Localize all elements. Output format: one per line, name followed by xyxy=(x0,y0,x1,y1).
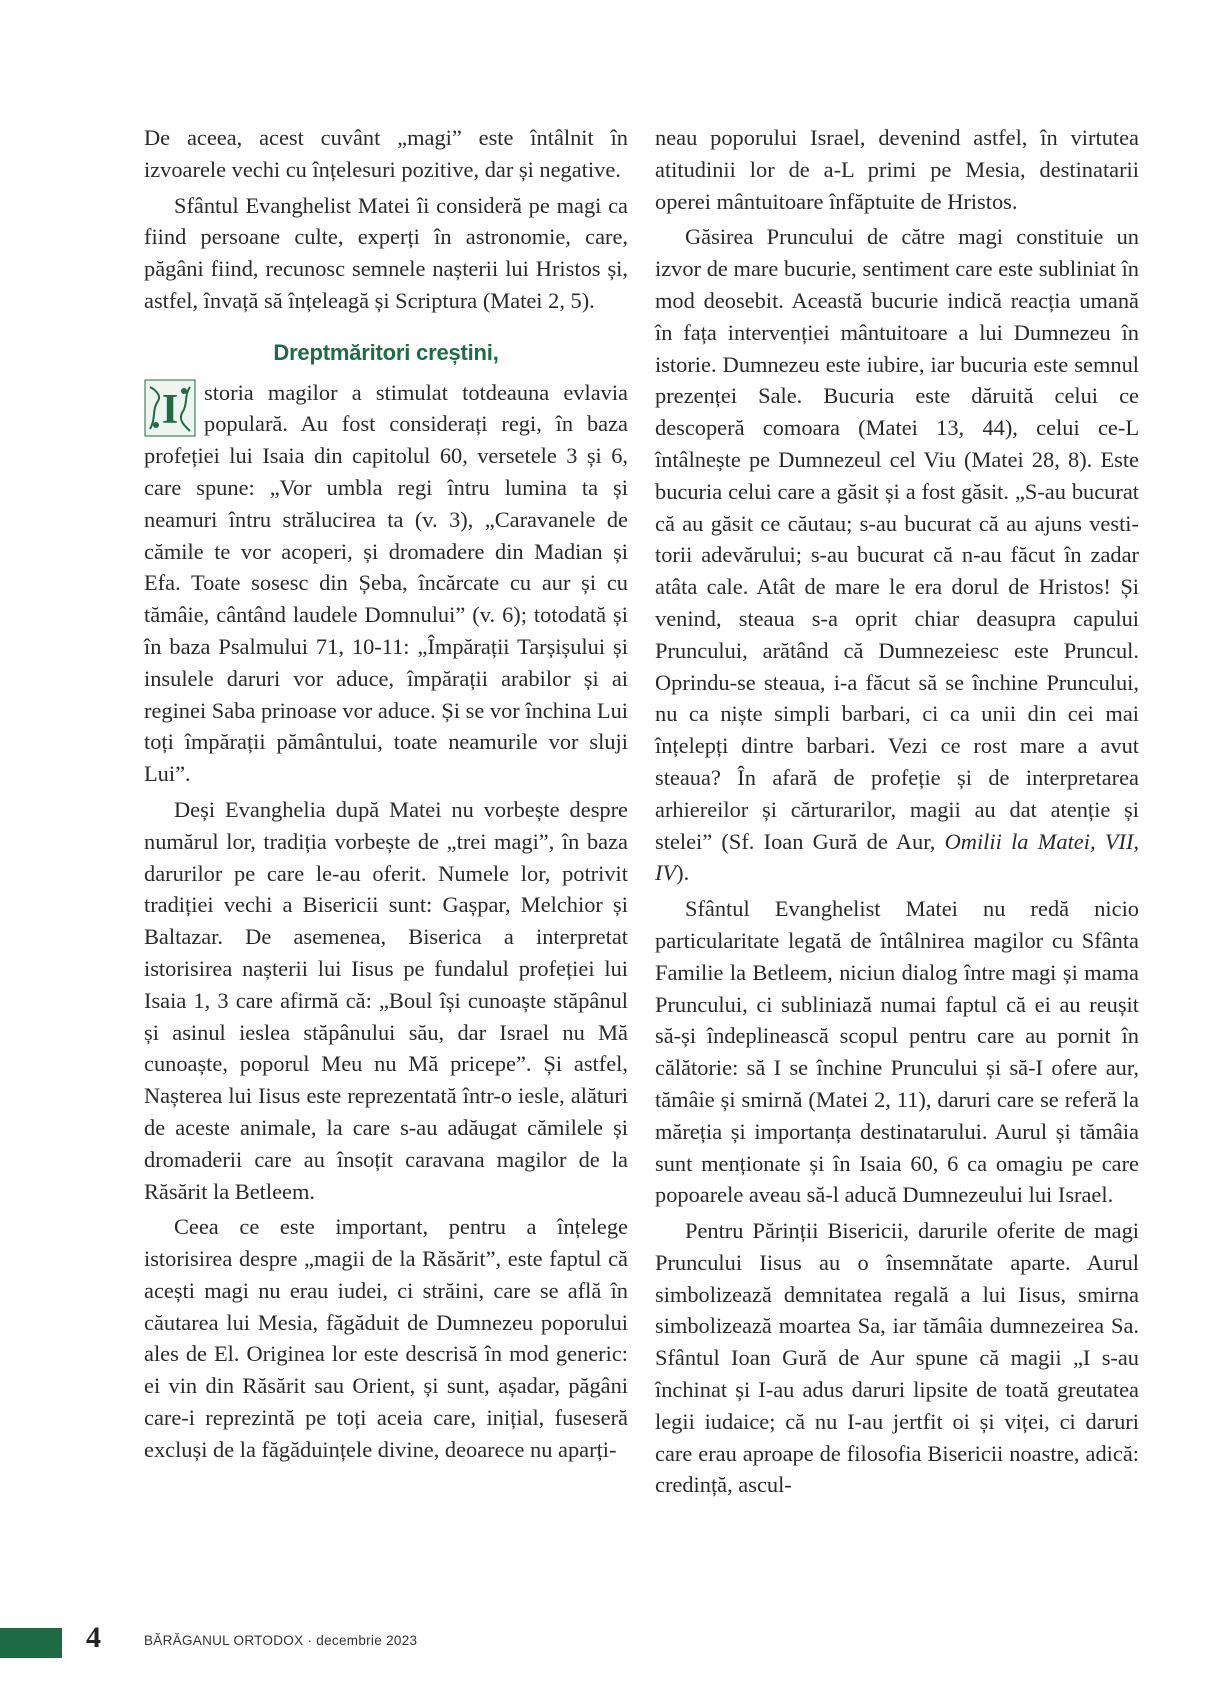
dropcap-letter-icon xyxy=(144,379,196,437)
footer-accent-bar xyxy=(0,1628,62,1658)
paragraph: Sfântul Evanghelist Matei îi consideră pe magi ca fiind persoane culte, experți în astronomie, care, păgâni fiind, recunosc semnele nașterii lui Hristos și, astfel, învață să înțeleagă și Scriptura (Matei 2, 5). xyxy=(144,192,628,313)
left-column xyxy=(144,122,628,1466)
paragraph-text: Găsirea Pruncului de către magi constituie un izvor de mare bucurie, sentiment care este subliniat în mod deosebit. Această bucurie indică reacția umană în fața intervenției mântuitoare a lui Dumnezeu în istorie. Dumnezeu este iubire, iar bucuria este semnul prezenței Sale. Bucuria este dăruită celui ce descoperă comoara (Matei 13, 44), celui ce-L întâlnește pe Dumnezeul cel Viu (Matei 28, 8). Este bucuria celui care a găsit și a fost găsit. „S-au bucurat că au găsit ce căutau; s-au bucurat că au ajuns vestitorii adevărului; s-au bucurat că n-au făcut în zadar atâta cale. Atât de mare le era dorul de Hristos! Și venind, steaua s-a oprit chiar deasupra capului Pruncului, arătând că Dumnezeiesc este Pruncul. Oprindu-se steaua, i-a făcut să se închine Pruncului, nu ca niște simpli barbari, ci ca unii din cei mai înțelepți dintre barbari. Vezi ce rost mare a avut steaua? În afară de profeție și de interpretarea arhiereilor și cărturarilor, magii au dat atenție și stelei” (Sf. Ioan Gură de Aur, xyxy=(655,224,1139,854)
paragraph xyxy=(655,221,1139,889)
issue-date: decembrie 2023 xyxy=(316,1633,418,1648)
footer-publication xyxy=(144,1633,417,1648)
footer-separator: · xyxy=(303,1633,317,1648)
dropcap-letter: I xyxy=(161,386,179,433)
section-heading: Dreptmăritori creștini, xyxy=(273,339,499,365)
paragraph: Deși Evanghelia după Matei nu vorbește despre numărul lor, tradiția vorbește de „trei magi”, în baza darurilor pe care le-au oferit. Numele lor, potrivit tradiției vechi a Bisericii sunt: Gașpar, Melchior și Baltazar. De asemenea, Biserica a interpretat istorisirea nașterii lui Iisus pe fundalul profeției lui Isaia 1, 3 care afirmă că: „Boul își cunoaște stăpânul și asinul ieslea stăpânului său, dar Israel nu Mă cunoaște, poporul Meu nu Mă pricepe”. Și astfel, Nașterea lui Iisus este reprezentată într-o iesle, alături de aceste animale, la care s-au adăugat cămilele și dromaderii care au însoțit caravana magilor de la Răsărit la Betleem. xyxy=(144,796,628,1204)
page-number: 4 xyxy=(86,1621,101,1654)
paragraph-text-end: ). xyxy=(676,860,690,886)
paragraph: Pentru Părinții Bisericii, darurile oferite de magi Pruncului Iisus au o însemnătate aparte. Aurul simbolizează demnitatea regală a lui Iisus, smirna simbolizează moartea Sa, iar tămâia dumnezeirea Sa. Sfântul Ioan Gură de Aur spune că magii „I s-au închinat și I-au adus daruri lipsite de toată greutatea legii iudaice; că nu I-au jertfit oi și viței, ci daruri care erau aproape de filosofia Bisericii noastre, adică: credință, ascul- xyxy=(655,1218,1139,1498)
paragraph: De aceea, acest cuvânt „magi” este întâlnit în izvoarele vechi cu înțelesuri pozitive, dar și negative. xyxy=(144,125,628,182)
publication-name: BĂRĂGANUL ORTODOX xyxy=(144,1633,304,1648)
citation: Omilii la Matei, VII, IV xyxy=(655,828,1140,886)
paragraph: neau poporului Israel, devenind astfel, în virtutea atitudinii lor de a-L primi pe Mesia, destinatarii operei mântuitoare înfăptuite de Hristos. xyxy=(655,125,1139,214)
paragraph xyxy=(144,377,628,790)
paragraph: Ceea ce este important, pentru a înțelege istorisirea despre „magii de la Răsărit”, este faptul că acești magi nu erau iudei, ci străini, care se află în căutarea lui Mesia, făgăduit de Dumnezeu poporului ales de El. Originea lor este descrisă în mod generic: ei vin din Răsărit sau Orient, și sunt, așadar, păgâni care-i reprezintă pe toți aceia care, inițial, fuseseră excluși de la făgăduințele divine, deoarece nu aparți- xyxy=(144,1214,628,1462)
paragraph-text: storia magilor a stimulat totdeauna evlavia populară. Au fost considerați regi, în baza profeției lui Isaia din capitolul 60, versetele 3 și 6, care spune: „Vor umbla regi întru lumina ta și neamuri întru strălucirea ta (v. 3), „Caravanele de cămile te vor acoperi, și dromadere din Madian și Efa. Toate sosesc din Șeba, încărcate cu aur și cu tămâie, cântând laudele Domnului” (v. 6); totodată și în baza Psalmului 71, 10-11: „Împărații Tarșișului și insulele daruri vor aduce, împărații arabilor și ai reginei Saba prinoase vor aduce. Și se vor închina Lui toți împărații pământului, toate neamurile vor sluji Lui”. xyxy=(144,379,628,787)
right-column xyxy=(655,122,1139,1501)
paragraph: Sfântul Evanghelist Matei nu redă nicio particularitate legată de întâlnirea magilor cu Sfânta Familie la Betleem, niciun dialog între magi și mama Pruncului, ci subliniază numai faptul că ei au reușit să-și îndeplinească scopul pentru care au pornit în călătorie: să I se închine Pruncului și să-I ofere aur, tămâie și smirnă (Matei 2, 11), daruri care se referă la măreția și importanța destinatarului. Aurul și tămâia sunt menționate și în Isaia 60, 6 ca omagiu pe care popoarele aveau să-l aducă Dumnezeului lui Israel. xyxy=(655,896,1139,1208)
